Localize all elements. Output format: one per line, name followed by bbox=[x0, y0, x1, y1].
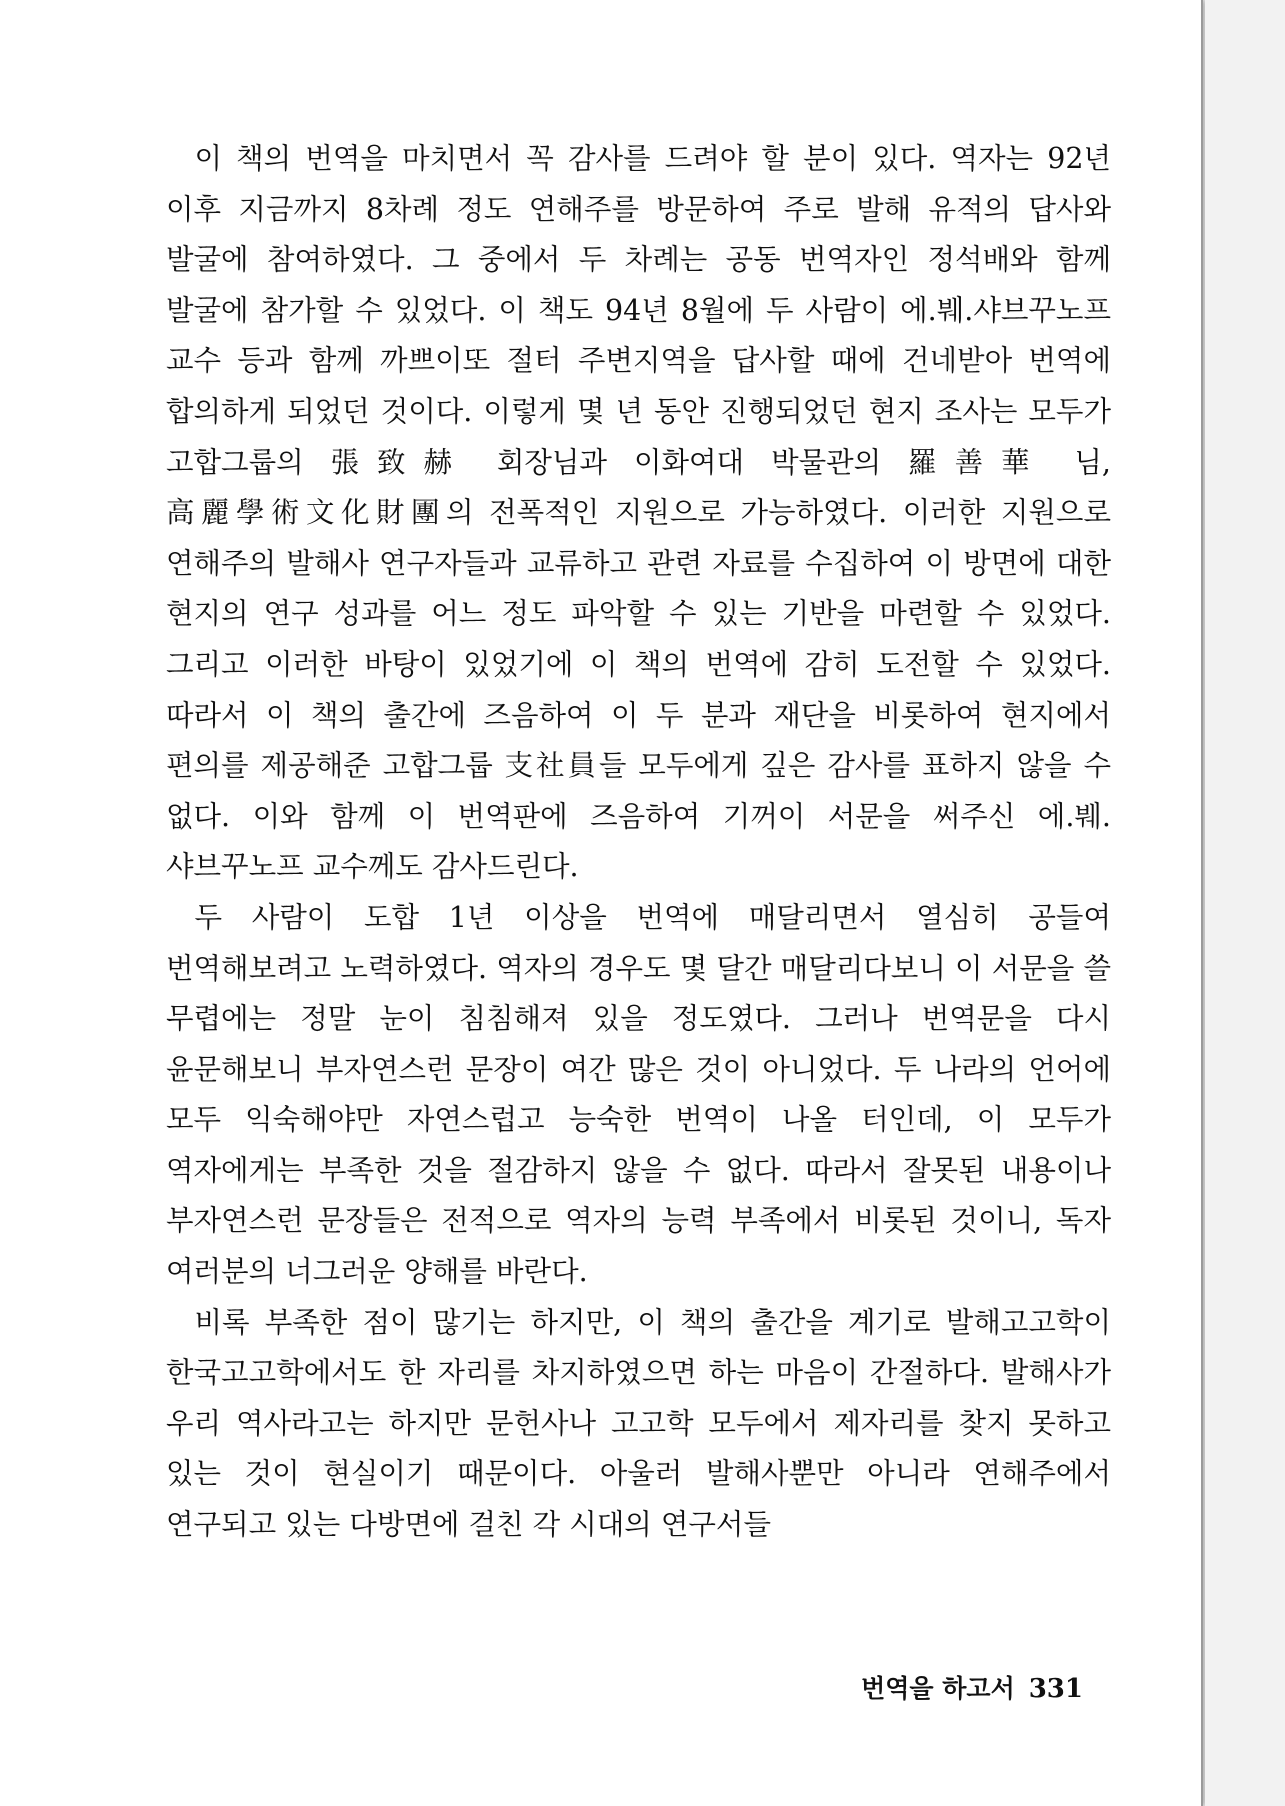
paragraph-3: 비록 부족한 점이 많기는 하지만, 이 책의 출간을 계기로 발해고고학이 한국고고학에서도 한 자리를 차지하였으면 하는 마음이 간절하다. 발해사가 우리 역사라고는 하지만 문헌사나 고고학 모두에서 제자리를 찾지 못하고 있는 것이 현실이기 때문이다. 아울러 발해사뿐만 아니라 연해주에서 연구되고 있는 다방면에 걸친 각 시대의 연구서들 bbox=[166, 1305, 1111, 1542]
paragraph-2: 두 사람이 도합 1년 이상을 번역에 매달리면서 열심히 공들여 번역해보려고 노력하였다. 역자의 경우도 몇 달간 매달리다보니 이 서문을 쓸 무렵에는 정말 눈이 침침해져 있을 정도였다. 그러나 번역문을 다시 윤문해보니 부자연스런 문장이 여간 많은 것이 아니었다. 두 나라의 언어에 모두 익숙해야만 자연스럽고 능숙한 번역이 나올 터인데, 이 모두가 역자에게는 부족한 것을 절감하지 않을 수 없다. 따라서 잘못된 내용이나 부자연스런 문장들은 전적으로 역자의 능력 부족에서 비롯된 것이니, 독자 여러분의 너그러운 양해를 바란다. bbox=[166, 900, 1111, 1289]
paragraph-1: 이 책의 번역을 마치면서 꼭 감사를 드려야 할 분이 있다. 역자는 92년 이후 지금까지 8차례 정도 연해주를 방문하여 주로 발해 유적의 답사와 발굴에 참여하였다. 그 중에서 두 차례는 공동 번역자인 정석배와 함께 발굴에 참가할 수 있었다. 이 책도 94년 8월에 두 사람이 에.붸.샤브꾸노프 교수 등과 함께 까쁘이또 절터 주변지역을 답사할 때에 건네받아 번역에 합의하게 되었던 것이다. 이렇게 몇 년 동안 진행되었던 현지 조사는 모두가 고합그룹의 張致赫 회장님과 이화여대 박물관의 羅善華 님, 高麗學術文化財團의 전폭적인 지원으로 가능하였다. 이러한 지원으로 연해주의 발해사 연구자들과 교류하고 관련 자료를 수집하여 이 방면에 대한 현지의 연구 성과를 어느 정도 파악할 수 있는 기반을 마련할 수 있었다. 그리고 이러한 바탕이 있었기에 이 책의 번역에 감히 도전할 수 있었다. 따라서 이 책의 출간에 즈음하여 이 두 분과 재단을 비롯하여 현지에서 편의를 제공해준 고합그룹 支社員들 모두에게 깊은 감사를 표하지 않을 수 없다. 이와 함께 이 번역판에 즈음하여 기꺼이 서문을 써주신 에.붸.샤브꾸노프 교수께도 감사드린다. bbox=[166, 142, 1111, 884]
body-text bbox=[166, 134, 1111, 1551]
page-footer bbox=[861, 1669, 1083, 1709]
running-title: 번역을 하고서 bbox=[861, 1674, 1015, 1703]
page-number: 331 bbox=[1028, 1674, 1083, 1704]
viewer-background bbox=[1205, 0, 1285, 1806]
